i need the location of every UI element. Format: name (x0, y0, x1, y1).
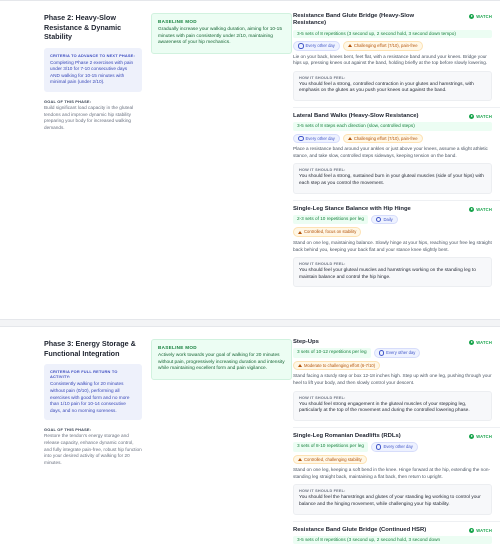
effort-label: Controlled, focus on stability (304, 229, 357, 235)
warning-icon (298, 458, 302, 461)
goal-text: Build significant load capacity in the gluteal tendons and improve dynamic hip stability preparing your body for increased walking demands. (44, 105, 134, 130)
watch-label: WATCH (476, 527, 492, 533)
criteria-box (44, 364, 142, 420)
feel-text: You should feel your gluteal muscles and hamstrings working on the standing leg to maintain balance and control the hip hinge. (299, 268, 476, 280)
watch-label: WATCH (476, 433, 492, 439)
frequency-badge (374, 348, 421, 358)
effort-badge (293, 455, 367, 465)
watch-button[interactable] (469, 14, 492, 19)
play-icon (469, 434, 474, 439)
exercise-name: Resistance Band Glute Bridge (Heavy-Slow Resistance) (293, 13, 415, 27)
phase-2-baseline (147, 1, 293, 319)
effort-label: Controlled, challenging stability (304, 456, 362, 462)
watch-button[interactable] (469, 340, 492, 345)
criteria-label: CRITERIA FOR FULL RETURN TO ACTIVITY: (50, 369, 118, 380)
warning-icon (348, 44, 352, 47)
clock-icon (298, 43, 304, 49)
baseline-label: BASELINE MOD (158, 345, 197, 350)
exercise-card (293, 339, 500, 428)
frequency-label: Daily (383, 216, 393, 222)
phase-3-baseline (147, 327, 293, 556)
exercise-card (293, 433, 500, 522)
effort-badge (343, 41, 423, 51)
effort-badge (293, 227, 361, 237)
goal-text: Restore the tendon's energy storage and release capacity, enhance dynamic control, and fully integrate pain-free, robust hip function into your desired activity of walking for 20 minutes. (44, 433, 142, 465)
effort-badge (293, 361, 380, 371)
exercise-description: Lie on your back, knees bent, feet flat, with a resistance band around your knees. Bridge your hips up, pressing knees out against the band, holding briefly at the top before slowly lowering. (293, 53, 488, 66)
exercise-name: Resistance Band Glute Bridge (Continued HSR) (293, 526, 427, 533)
watch-label: WATCH (476, 206, 492, 212)
clock-icon (379, 350, 385, 356)
frequency-label: Every other day (383, 444, 413, 450)
sets-reps: 3-5 sets of 8 repetitions (3 second up, 2 second hold, 3 second down (293, 536, 492, 544)
frequency-label: Every other day (305, 135, 335, 141)
criteria-label: CRITERIA TO ADVANCE TO NEXT PHASE: (50, 52, 135, 58)
how-it-should-feel-box (293, 71, 492, 101)
watch-button[interactable] (469, 114, 492, 119)
watch-button[interactable] (469, 207, 492, 212)
effort-label: Challenging effort (7/10), pain-free (353, 135, 418, 141)
play-icon (469, 114, 474, 119)
exercise-description: Stand on one leg, keeping a soft bend in the knee. Hinge forward at the hip, extending the non-standing leg straight back, maintaining a flat back, then return to upright. (293, 467, 491, 479)
how-it-should-feel-box (293, 484, 492, 514)
sets-reps: 3 sets of 10-12 repetitions per leg (293, 348, 371, 358)
warning-icon (298, 364, 302, 367)
effort-label: Moderate to challenging effort (6-7/10) (304, 362, 376, 368)
how-it-should-feel-box (293, 391, 492, 421)
clock-icon (298, 136, 304, 142)
feel-text: You should feel strong engagement in the gluteal muscles of your stepping leg, particularly at the top of the movement and during the controlled lowering phase. (299, 401, 470, 414)
exercise-card (293, 13, 500, 108)
phase-title: Phase 3: Energy Storage & Functional Integration (44, 339, 136, 358)
baseline-label: BASELINE MOD (158, 19, 197, 24)
exercise-description: Stand facing a sturdy step or box 12-18 inches high. Step up with one leg, pushing through your heel to lift your body, and then slowly control your descent. (293, 373, 492, 385)
exercise-card (293, 206, 500, 294)
sets-reps: 2-3 sets of 10 repetitions per leg (293, 215, 368, 225)
frequency-badge (293, 41, 340, 51)
watch-button[interactable] (469, 528, 492, 533)
exercise-name: Single-Leg Stance Balance with Hip Hinge (293, 205, 411, 212)
play-icon (469, 340, 474, 345)
clock-icon (376, 444, 382, 450)
watch-label: WATCH (476, 14, 492, 19)
exercise-name: Single-Leg Romanian Deadlifts (RDLs) (293, 432, 401, 439)
criteria-box (44, 48, 142, 93)
clock-icon (376, 217, 382, 223)
exercise-description: Stand on one leg, maintaining balance. Slowly hinge at your hips, reaching your free leg straight back behind you, keeping your back flat and your stance knee slightly bent. (293, 239, 492, 252)
exercise-name: Step-Ups (293, 339, 319, 345)
play-icon (469, 207, 474, 212)
warning-icon (298, 231, 302, 234)
effort-badge (343, 134, 423, 144)
sets-reps: 3 sets of 8-10 repetitions per leg (293, 442, 368, 452)
goal-label: GOAL OF THIS PHASE: (44, 427, 92, 433)
feel-label: HOW IT SHOULD FEEL: (299, 489, 346, 494)
exercise-description: Place a resistance band around your ankles or just above your knees, assume a slight athletic stance, and take slow, controlled steps sideways, keeping tension on the band. (293, 146, 488, 158)
effort-label: Challenging effort (7/10), pain-free (353, 43, 418, 49)
exercise-name: Lateral Band Walks (Heavy-Slow Resistance) (293, 112, 419, 119)
play-icon (469, 14, 474, 19)
how-it-should-feel-box (293, 163, 492, 193)
frequency-badge (293, 134, 340, 144)
sets-reps: 3-5 sets of 8 steps each direction (slow, controlled steps) (293, 122, 492, 130)
watch-button[interactable] (469, 434, 492, 439)
how-it-should-feel-box (293, 257, 492, 287)
feel-label: HOW IT SHOULD FEEL: (299, 262, 346, 267)
feel-text: You should feel the hamstrings and glutes of your standing leg working to control your balance and the hinging movement, while challenging your hip stability. (299, 495, 481, 507)
warning-icon (348, 137, 352, 140)
exercise-card (293, 113, 500, 201)
phase-2-info (0, 1, 147, 319)
sets-reps: 3-5 sets of 8 repetitions (3 second up, 2 second hold, 3 second down tempo) (293, 30, 492, 38)
watch-label: WATCH (476, 340, 492, 345)
frequency-badge (371, 215, 398, 225)
feel-label: HOW IT SHOULD FEEL: (299, 75, 346, 80)
feel-text: You should feel a strong, sustained burn in your gluteal muscles (side of your hips) with each step as you control the movement. (299, 174, 484, 186)
frequency-label: Every other day (305, 43, 335, 49)
exercise-card (293, 527, 500, 554)
criteria-text: Completing Phase 2 exercises with pain under 3/10 for 7-10 consecutive days AND walking for 10-15 minutes with minimal pain (under 2/10). (50, 59, 134, 85)
phase-title: Phase 2: Heavy-Slow Resistance & Dynamic Stability (44, 13, 122, 41)
watch-label: WATCH (476, 113, 492, 119)
baseline-mod-box (151, 13, 292, 54)
phase-3-info (0, 327, 147, 556)
baseline-text: Gradually increase your walking duration, aiming for 10-15 minutes with pain consistently under 2/10, maintaining awareness of your hip mechanics. (158, 27, 282, 46)
baseline-mod-box (151, 339, 292, 380)
feel-text: You should feel a strong, controlled contraction in your glutes and hamstrings, with emphasis on the glutes as you push your knees out against the band. (299, 81, 474, 94)
phase-3-section (0, 326, 500, 556)
baseline-text: Actively work towards your goal of walking for 20 minutes without pain, progressively increasing duration and intensity while maintaining excellent form and pain vigilance. (158, 353, 285, 372)
frequency-label: Every other day (386, 350, 416, 356)
phase-3-exercises (293, 327, 500, 556)
criteria-text: Consistently walking for 20 minutes without pain (0/10), performing all exercises with good form and no more than 1/10 pain for 10-14 consecutive days, and no morning soreness. (50, 381, 130, 413)
goal-label: GOAL OF THIS PHASE: (44, 99, 92, 105)
phase-2-exercises (293, 1, 500, 319)
feel-label: HOW IT SHOULD FEEL: (299, 395, 346, 400)
frequency-badge (371, 442, 418, 452)
play-icon (469, 528, 474, 533)
feel-label: HOW IT SHOULD FEEL: (299, 168, 346, 173)
